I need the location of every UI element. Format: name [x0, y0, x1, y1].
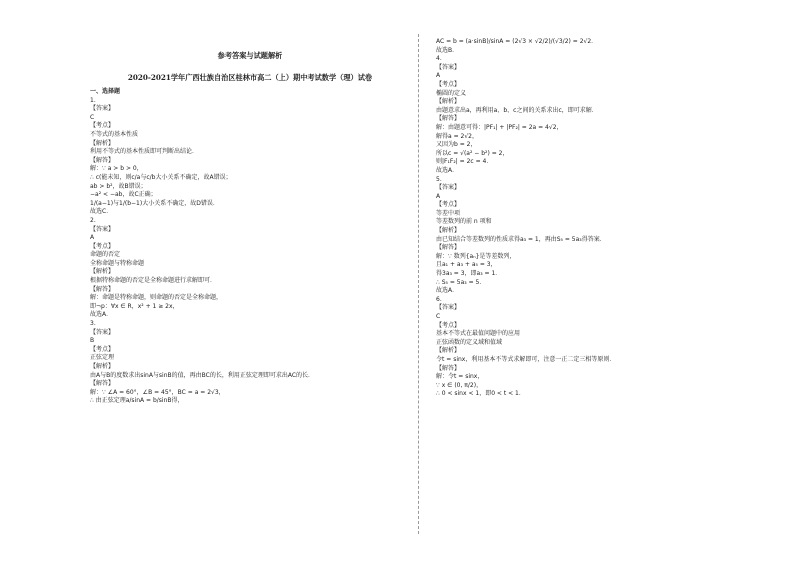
text-line: 则|F₁F₂| = 2c = 4． — [436, 158, 493, 166]
text-line: 故选A． — [90, 311, 113, 319]
text-line: 故选B． — [436, 46, 459, 54]
text-line: A — [436, 192, 441, 200]
text-line: 6. — [436, 295, 442, 303]
text-line: 解：∵ a > b > 0， — [90, 165, 143, 173]
text-line: 【解答】 — [436, 115, 461, 123]
text-line: 不等式的基本性质 — [90, 130, 139, 138]
right-column — [436, 38, 766, 399]
text-line: 5. — [436, 175, 442, 183]
text-line: 3. — [90, 320, 96, 328]
text-line: 【考点】 — [436, 80, 461, 88]
text-line: 全称命题与特称命题 — [90, 259, 145, 267]
text-line: 利用不等式的基本性质即可判断出结论． — [90, 148, 199, 156]
text-line: 【解析】 — [90, 268, 115, 276]
text-line: −a² < −ab，故C正确； — [90, 191, 157, 199]
text-line: 【考点】 — [90, 242, 115, 250]
text-line: 即¬p：∀x ∈ R，x² + 1 ≥ 2x， — [90, 302, 179, 310]
text-line: 得3a₃ = 3，即a₃ = 1． — [436, 270, 502, 278]
text-line: 故选A． — [436, 166, 459, 174]
text-line: 由A与B的度数求出sinA与sinB的值，再由BC的长，利用正弦定理即可求出AC的长． — [90, 371, 315, 379]
text-line: 【解答】 — [436, 364, 461, 372]
text-line: 解：∵ 数列{aₙ}是等差数列， — [436, 252, 516, 260]
text-line: 正弦定理 — [90, 354, 115, 362]
text-line: 【解析】 — [90, 363, 115, 370]
text-line: 【答案】 — [436, 63, 461, 71]
text-line: 1/(a−1)与1/(b−1)大小关系不确定，故D错误． — [90, 199, 219, 207]
text-line: 1. — [90, 96, 96, 104]
text-line: 【解析】 — [436, 98, 461, 106]
text-line: C — [436, 313, 441, 320]
text-line: 【答案】 — [90, 105, 115, 113]
text-line: 【考点】 — [90, 345, 115, 353]
text-line: 【考点】 — [90, 122, 115, 130]
text-line: 【解答】 — [90, 380, 115, 388]
text-line: 2. — [90, 216, 96, 224]
text-line: A — [436, 72, 441, 80]
text-line: 4. — [436, 55, 442, 63]
text-line: 【解析】 — [436, 347, 461, 355]
page-title: 参考答案与试题解析 — [217, 51, 283, 60]
text-line: 【答案】 — [90, 225, 115, 233]
text-line: ∴ c(能未知，则c/a与c/b大小关系不确定，故A错误； — [90, 173, 232, 181]
text-line: 等差中项 — [436, 209, 461, 217]
text-line: 根据特称命题的否定是全称命题进行求解即可． — [90, 277, 217, 285]
text-line: 一、选择题 — [90, 88, 121, 95]
text-line: 正弦函数的定义域和值域 — [436, 338, 503, 346]
text-line: 解：命题是特称命题，则命题的否定是全称命题， — [90, 294, 223, 302]
text-line: ∴ 0 < sinx < 1，即0 < t < 1． — [436, 390, 525, 398]
exam-subtitle: 2020-2021学年广西壮族自治区桂林市高二（上）期中考试数学（理）试卷 — [127, 73, 373, 82]
text-line: 故选C． — [90, 208, 113, 216]
text-line: 【解析】 — [436, 227, 461, 235]
text-line: 【考点】 — [436, 321, 461, 329]
right-lines — [436, 38, 766, 399]
text-line: 命题的否定 — [90, 251, 121, 259]
text-line: 令t = sinx，利用基本不等式求解即可，注意一正二定三相等原则． — [436, 355, 616, 363]
text-line: 且a₁ + a₃ + a₅ = 3， — [436, 261, 497, 269]
text-line: 【答案】 — [90, 328, 115, 336]
text-line: C — [90, 113, 95, 121]
text-line: 【答案】 — [436, 304, 461, 312]
text-line: ∵ x ∈ (0, π/2)， — [436, 381, 483, 389]
text-line: 【解析】 — [90, 139, 115, 147]
text-line: 解：令t = sinx， — [436, 373, 484, 381]
column-divider — [418, 34, 419, 534]
text-line: 【解答】 — [90, 285, 115, 293]
text-line: 解：由题意可得：|PF₁| + |PF₂| = 2a = 4√2， — [436, 123, 563, 131]
text-line: 【解答】 — [436, 244, 461, 252]
text-line: AC = b = (a·sinB)/sinA = (2√3 × √2/2)/(√3/2) = 2√2． — [436, 38, 598, 45]
text-line: B — [90, 337, 95, 345]
text-line: 基本不等式在最值问题中的应用 — [436, 330, 521, 338]
text-line: 故选A． — [436, 287, 459, 295]
left-column — [90, 52, 410, 406]
text-line: 椭圆的定义 — [436, 89, 467, 97]
text-line: 【答案】 — [436, 184, 461, 192]
text-line: ab > b²，故B错误； — [90, 182, 147, 190]
text-line: 解：∵ ∠A = 60°，∠B = 45°，BC = a = 2√3， — [90, 388, 225, 396]
text-line: 【考点】 — [436, 201, 461, 209]
text-line: ∴ S₅ = 5a₃ = 5． — [436, 278, 486, 286]
text-line: A — [90, 234, 95, 242]
text-line: 解得a = 2√2， — [436, 132, 478, 140]
text-line: 所以c = √(a² − b²) = 2， — [436, 149, 509, 157]
text-line: 又因为b = 2， — [436, 141, 477, 149]
text-line: 由题意求出a，再利用a、b、c之间的关系求出c，即可求解． — [436, 106, 598, 114]
text-line: ∴ 由正弦定理a/sinA = b/sinB得， — [90, 397, 184, 405]
text-line: 由已知结合等差数列的性质求得a₃ = 1，再由S₅ = 5a₃得答案． — [436, 235, 606, 243]
text-line: 等差数列的前 n 项和 — [436, 218, 492, 226]
text-line: 【解答】 — [90, 156, 115, 164]
left-lines — [90, 88, 410, 406]
